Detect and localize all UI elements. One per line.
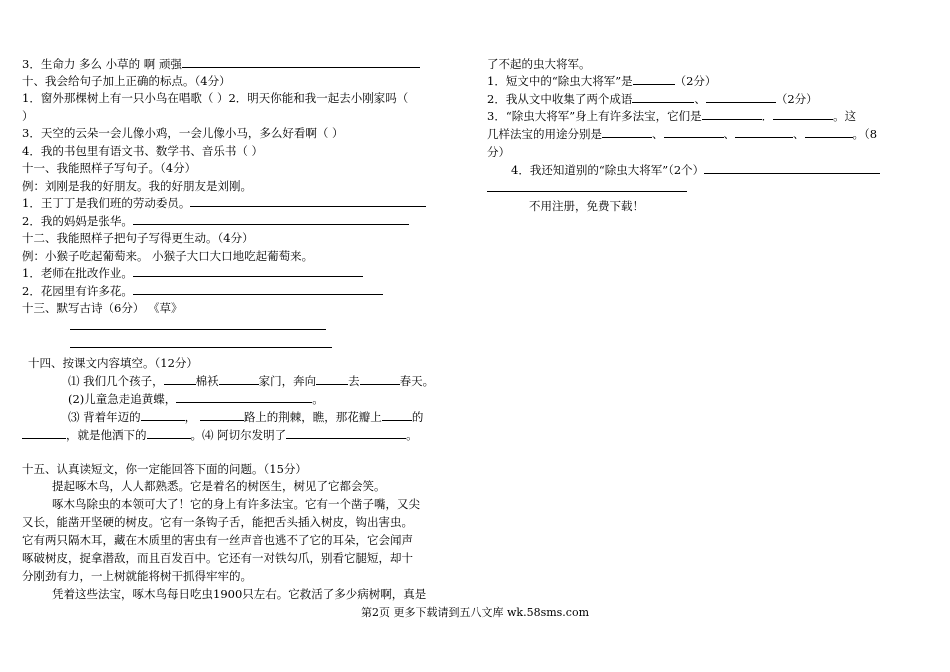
answer-blank xyxy=(706,91,776,103)
section-11-item-1: 1．王丁丁是我们班的劳动委员。 xyxy=(22,195,426,211)
answer-blank xyxy=(704,162,880,174)
section-14-title: 十四、按课文内容填空。（12分） xyxy=(28,356,198,370)
answer-blank xyxy=(382,409,412,421)
passage-continuation: 了不起的虫大将军。 xyxy=(487,57,591,71)
answer-blank xyxy=(70,336,332,348)
poem-line-2 xyxy=(70,336,332,352)
answer-blank xyxy=(487,180,687,192)
reading-question-4: 4．我还知道别的“除虫大将军”（2个） xyxy=(511,162,880,178)
answer-blank xyxy=(632,91,694,103)
section-14-item-3-4: ，就是他洒下的 。⑷ 阿切尔发明了 。 xyxy=(22,427,418,443)
answer-blank xyxy=(200,409,244,421)
passage-paragraph-3: 凭着这些法宝，啄木鸟每日吃虫1900只左右。它救活了多少病树啊，真是 xyxy=(52,587,427,601)
answer-blank xyxy=(22,427,66,439)
reading-question-3-line-3: 分） xyxy=(487,145,510,159)
answer-blank xyxy=(190,195,426,207)
answer-blank xyxy=(735,126,793,138)
passage-paragraph-1: 提起啄木鸟，人人都熟悉。它是着名的树医生，树见了它都会笑。 xyxy=(52,479,386,493)
section-11-item-2: 2．我的妈妈是张华。 xyxy=(22,213,409,229)
section-12-example: 例：小猴子吃起葡萄来。 小猴子大口大口地吃起葡萄来。 xyxy=(22,249,314,263)
passage-paragraph-2-line-3: 它有两只隔木耳，藏在木质里的害虫有一丝声音也逃不了它的耳朵，它会闻声 xyxy=(22,533,413,547)
section-11-example: 例：刘刚是我的好朋友。我的好朋友是刘刚。 xyxy=(22,179,252,193)
passage-paragraph-2-line-4: 啄破树皮，捉拿潜敌，而且百发百中。它还有一对铁勾爪，别看它腿短，却十 xyxy=(22,551,413,565)
passage-paragraph-2-line-2: 又长，能凿开坚硬的树皮。它有一条钩子舌，能把舌头插入树皮，钩出害虫。 xyxy=(22,515,413,529)
answer-blank xyxy=(164,373,196,385)
section-12-item-2: 2．花园里有许多花。 xyxy=(22,283,383,299)
answer-blank xyxy=(133,283,383,295)
answer-blank xyxy=(805,126,853,138)
section-14-item-1: ⑴ 我们几个孩子， 棉袄 家门，奔向 去 春天。 xyxy=(68,374,435,388)
passage-paragraph-2-line-5: 分刚劲有力，一上树就能将树干抓得牢牢的。 xyxy=(22,569,252,583)
poem-line-1 xyxy=(70,318,326,334)
answer-blank xyxy=(602,126,652,138)
free-download-note: 不用注册，免费下载！ xyxy=(529,199,644,213)
answer-blank xyxy=(219,373,259,385)
answer-blank xyxy=(147,427,191,439)
section-12-title: 十二、我能照样子把句子写得更生动。（4分） xyxy=(22,231,254,245)
answer-blank xyxy=(133,265,363,277)
section-12-item-1: 1．老师在批改作业。 xyxy=(22,265,363,281)
answer-blank xyxy=(316,373,348,385)
answer-blank xyxy=(286,427,406,439)
answer-blank xyxy=(133,213,409,225)
section-14-item-3: ⑶ 背着年迈的 ， 路上的荆棘，瞧，那花瓣上 的 xyxy=(68,410,424,424)
section-14-item-2: (2)儿童急走追黄蝶， 。 xyxy=(68,392,324,406)
answer-blank xyxy=(360,373,400,385)
section-10-title: 十、我会给句子加上正确的标点。（4分） xyxy=(22,74,231,88)
answer-blank xyxy=(70,318,326,330)
passage-paragraph-2-line-1: 啄木鸟除虫的本领可大了！它的身上有许多法宝。它有一个凿子嘴，又尖 xyxy=(52,497,420,511)
section-10-item-1-2: 1．窗外那棵树上有一只小鸟在唱歌（ ）2．明天你能和我一起去小刚家吗（ xyxy=(22,91,409,105)
answer-blank xyxy=(773,108,833,120)
section-15-title: 十五、认真读短文，你一定能回答下面的问题。（15分） xyxy=(22,462,307,476)
section-10-item-3: 3．天空的云朵一会儿像小鸡，一会儿像小马，多么好看啊（ ） xyxy=(22,126,344,140)
answer-blank xyxy=(182,56,420,68)
reading-question-2: 2．我从文中收集了两个成语 、 （2分） xyxy=(487,92,818,106)
page-footer: 第2页 更多下载请到五八文库 wk.58sms.com xyxy=(361,606,589,619)
answer-blank xyxy=(176,391,312,403)
question-9-3: 3．生命力 多么 小草的 啊 顽强 xyxy=(22,56,420,72)
section-10-item-2-end: ） xyxy=(22,109,34,123)
section-13-title: 十三、默写古诗（6分） 《草》 xyxy=(22,301,183,315)
answer-blank xyxy=(664,126,724,138)
reading-question-3-line-2: 几样法宝的用途分别是 、 、 、 。（8 xyxy=(487,127,878,141)
section-10-item-4: 4．我的书包里有语文书、数学书、音乐书（ ） xyxy=(22,144,263,158)
section-11-title: 十一、我能照样子写句子。（4分） xyxy=(22,161,197,175)
answer-blank xyxy=(633,73,675,85)
reading-question-1: 1．短文中的“除虫大将军”是 （2分） xyxy=(487,74,717,88)
reading-question-3: 3．“除虫大将军”身上有许多法宝，它们是 ． 。这 xyxy=(487,109,857,123)
answer-blank xyxy=(702,108,762,120)
answer-blank xyxy=(141,409,185,421)
reading-question-4-line-2 xyxy=(487,180,687,196)
